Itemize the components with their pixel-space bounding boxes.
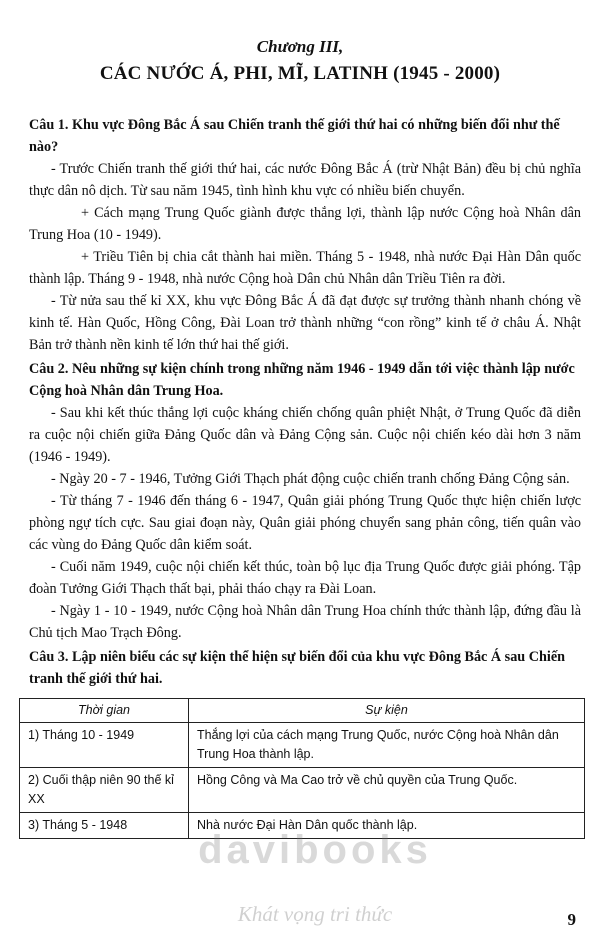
q2-paragraph-4: - Cuối năm 1949, cuộc nội chiến kết thúc, toàn bộ lục địa Trung Quốc được giải phóng. Tập đoàn Tưởng Giới Thạch thất bại, phải tháo chạy ra Đài Loan. (29, 559, 581, 597)
watermark-tagline: Khát vọng tri thức (237, 902, 393, 926)
q2-paragraph-2: - Ngày 20 - 7 - 1946, Tưởng Giới Thạch phát động cuộc chiến tranh chống Đảng Cộng sản. (51, 471, 570, 487)
row-event: Hồng Công và Ma Cao trở về chủ quyền của Trung Quốc. (189, 768, 585, 813)
row-time: 3) Tháng 5 - 1948 (20, 813, 189, 839)
header-event: Sự kiện (189, 699, 585, 723)
q2-paragraph-3: - Từ tháng 7 - 1946 đến tháng 6 - 1947, Quân giải phóng Trung Quốc thực hiện chiến lược phòng ngự tích cực. Sau giai đoạn này, Quân giải phóng chuyển sang phản công, tiến quân vào các vùng do Đảng Quốc dân kiểm soát. (29, 493, 581, 553)
row-time: 2) Cuối thập niên 90 thế kỉ XX (20, 768, 189, 813)
header-time: Thời gian (20, 699, 189, 723)
q1-paragraph-1: - Trước Chiến tranh thế giới thứ hai, các nước Đông Bắc Á (trừ Nhật Bản) đều bị chủ nghĩa thực dân nô dịch. Từ sau năm 1945, tình hình khu vực có nhiều biến chuyển. (29, 161, 581, 199)
table-row (20, 768, 585, 813)
q2-paragraph-5: - Ngày 1 - 10 - 1949, nước Cộng hoà Nhân dân Trung Hoa chính thức thành lập, đứng đầu là Chủ tịch Mao Trạch Đông. (29, 603, 581, 641)
row-event: Nhà nước Đại Hàn Dân quốc thành lập. (189, 813, 585, 839)
page-number: 9 (567, 910, 576, 929)
row-time: 1) Tháng 10 - 1949 (20, 723, 189, 768)
question-2-title: Câu 2. Nêu những sự kiện chính trong những năm 1946 - 1949 dẫn tới việc thành lập nước Cộng hoà Nhân dân Trung Hoa. (29, 361, 575, 399)
chapter-number: Chương III, (256, 37, 344, 56)
q1-paragraph-2: + Cách mạng Trung Quốc giành được thắng lợi, thành lập nước Cộng hoà Nhân dân Trung Hoa (10 - 1949). (29, 205, 581, 243)
page-content (29, 114, 581, 839)
q1-paragraph-4: - Từ nửa sau thế kỉ XX, khu vực Đông Bắc Á đã đạt được sự trưởng thành nhanh chóng về kinh tế. Hàn Quốc, Hồng Công, Đài Loan trở thành những “con rồng” kinh tế ở châu Á. Nhật Bản trở thành nền kinh tế lớn thứ hai thế giới. (29, 293, 581, 353)
question-1-title: Câu 1. Khu vực Đông Bắc Á sau Chiến tranh thế giới thứ hai có những biến đổi như thế nào? (29, 117, 560, 155)
table-row (20, 723, 585, 768)
timeline-table (19, 698, 585, 839)
chapter-title: CÁC NƯỚC Á, PHI, MĨ, LATINH (1945 - 2000) (99, 63, 501, 84)
q1-paragraph-3: + Triều Tiên bị chia cắt thành hai miền. Tháng 5 - 1948, nhà nước Đại Hàn Dân quốc thành lập. Tháng 9 - 1948, nhà nước Cộng hoà Dân chủ Nhân dân Triều Tiên ra đời. (29, 249, 581, 287)
row-event: Thắng lợi của cách mạng Trung Quốc, nước Cộng hoà Nhân dân Trung Hoa thành lập. (189, 723, 585, 768)
watermark-brand: davibooks (198, 828, 432, 872)
question-3-title: Câu 3. Lập niên biểu các sự kiện thể hiện sự biến đổi của khu vực Đông Bắc Á sau Chiến tranh thế giới thứ hai. (29, 649, 566, 687)
table-header-row (20, 699, 585, 723)
q2-paragraph-1: - Sau khi kết thúc thắng lợi cuộc kháng chiến chống quân phiệt Nhật, ở Trung Quốc đã diễn ra cuộc nội chiến giữa Đảng Quốc dân và Đảng Cộng sản. Cuộc nội chiến kéo dài hơn 3 năm (1946 - 1949). (29, 405, 581, 465)
